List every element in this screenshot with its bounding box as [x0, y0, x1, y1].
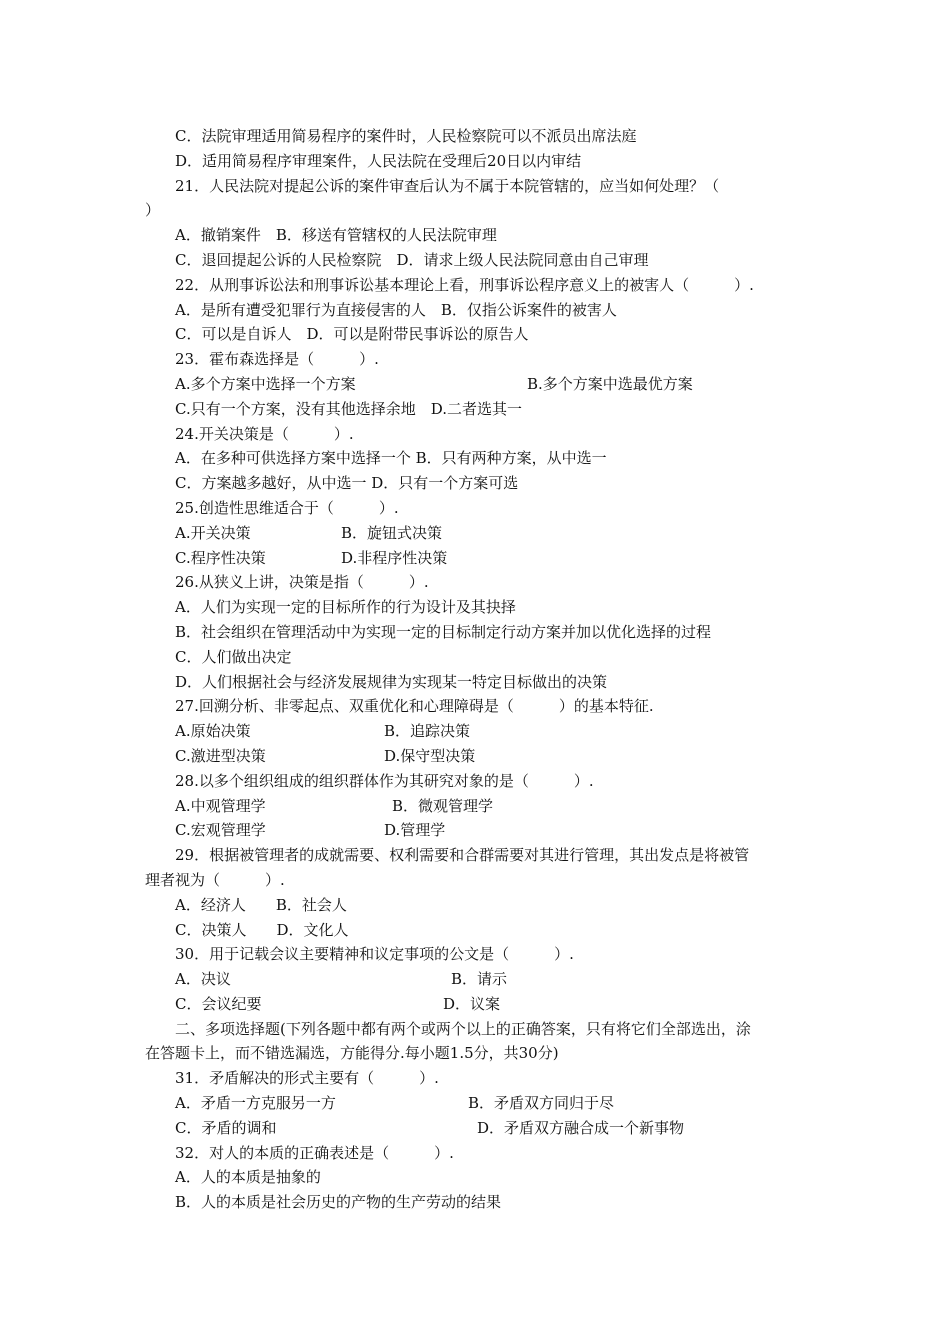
option-row	[145, 992, 820, 1017]
question-31: 31．矛盾解决的形式主要有（ ）.	[175, 1069, 439, 1088]
option-line: D．适用简易程序审理案件，人民法院在受理后20日以内审结	[175, 151, 582, 170]
option-row	[145, 372, 820, 397]
question-21: 21．人民法院对提起公诉的案件审查后认为不属于本院管辖的，应当如何处理？（	[175, 176, 720, 195]
question-21-continuation: ）	[145, 201, 161, 220]
question-30: 30．用于记载会议主要精神和议定事项的公文是（ ）.	[175, 945, 574, 964]
option-row	[145, 794, 820, 819]
option-line: C．人们做出决定	[175, 647, 292, 666]
option-row	[145, 818, 820, 843]
option-line: C．可以是自诉人 D．可以是附带民事诉讼的原告人	[175, 325, 529, 344]
option-a: A.中观管理学	[175, 796, 266, 815]
option-c: C．矛盾的调和	[175, 1118, 277, 1137]
question-25: 25.创造性思维适合于（ ）.	[175, 498, 399, 517]
option-row	[145, 967, 820, 992]
option-b: B．矛盾双方同归于尽	[468, 1094, 615, 1113]
option-line: C．决策人 D．文化人	[175, 920, 349, 939]
question-24: 24.开关决策是（ ）.	[175, 424, 354, 443]
option-line: C．方案越多越好，从中选一 D．只有一个方案可选	[175, 474, 519, 493]
option-line: B．社会组织在管理活动中为实现一定的目标制定行动方案并加以优化选择的过程	[175, 622, 712, 641]
option-line: A．人们为实现一定的目标所作的行为设计及其抉择	[175, 598, 516, 617]
option-line: A．撤销案件 B．移送有管辖权的人民法院审理	[175, 226, 497, 245]
option-b: B．请示	[451, 970, 508, 989]
option-row	[145, 546, 820, 571]
option-line: C．法院审理适用简易程序的案件时，人民检察院可以不派员出席法庭	[175, 127, 637, 145]
option-line: A．人的本质是抽象的	[175, 1168, 321, 1187]
question-22: 22．从刑事诉讼法和刑事诉讼基本理论上看，刑事诉讼程序意义上的被害人（ ）.	[175, 275, 754, 294]
section-heading-multiple-choice: 二、多项选择题(下列各题中都有两个或两个以上的正确答案，只有将它们全部选出，涂	[175, 1019, 751, 1038]
question-26: 26.从狭义上讲，决策是指（ ）.	[175, 573, 429, 592]
option-b: B．微观管理学	[392, 796, 494, 815]
option-d: D．议案	[443, 994, 501, 1013]
question-28: 28.以多个组织组成的组织群体作为其研究对象的是（ ）.	[175, 771, 594, 790]
option-b: B.多个方案中选最优方案	[527, 374, 693, 393]
question-29: 29．根据被管理者的成就需要、权利需要和合群需要对其进行管理，其出发点是将被管	[175, 846, 750, 865]
option-a: A.开关决策	[175, 523, 251, 542]
option-line: C．退回提起公诉的人民检察院 D．请求上级人民法院同意由自己审理	[175, 250, 649, 269]
question-29-continuation: 理者视为（ ）.	[145, 870, 285, 889]
option-line: C.只有一个方案，没有其他选择余地 D.二者选其一	[175, 399, 522, 418]
option-row	[145, 719, 820, 744]
option-line: D．人们根据社会与经济发展规律为实现某一特定目标做出的决策	[175, 672, 608, 691]
option-a: A．决议	[175, 970, 231, 989]
option-line: A．经济人 B．社会人	[175, 895, 347, 914]
option-c: C.宏观管理学	[175, 821, 266, 840]
option-c: C.激进型决策	[175, 746, 266, 765]
option-row	[145, 744, 820, 769]
question-23: 23．霍布森选择是（ ）.	[175, 350, 379, 369]
option-a: A.原始决策	[175, 722, 251, 741]
question-32: 32．对人的本质的正确表述是（ ）.	[175, 1143, 454, 1162]
option-a: A．矛盾一方克服另一方	[175, 1094, 336, 1113]
question-27: 27.回溯分析、非零起点、双重优化和心理障碍是（ ）的基本特征.	[175, 697, 654, 716]
exam-question-body	[145, 124, 820, 1215]
option-c: C.程序性决策	[175, 548, 266, 567]
option-line: A．是所有遭受犯罪行为直接侵害的人 B．仅指公诉案件的被害人	[175, 300, 617, 319]
option-b: B．追踪决策	[384, 722, 471, 741]
option-row	[145, 521, 820, 546]
option-d: D.保守型决策	[384, 746, 476, 765]
option-line: B．人的本质是社会历史的产物的生产劳动的结果	[175, 1193, 502, 1212]
option-a: A.多个方案中选择一个方案	[175, 374, 356, 393]
option-row	[145, 1091, 820, 1116]
section-heading-continuation: 在答题卡上，而不错选漏选，方能得分.每小题1.5分，共30分)	[145, 1044, 559, 1063]
option-d: D.非程序性决策	[341, 548, 448, 567]
option-d: D.管理学	[384, 821, 446, 840]
option-c: C．会议纪要	[175, 994, 262, 1013]
option-b: B．旋钮式决策	[341, 523, 443, 542]
option-d: D．矛盾双方融合成一个新事物	[477, 1118, 685, 1137]
option-line: A．在多种可供选择方案中选择一个 B．只有两种方案，从中选一	[175, 449, 607, 468]
option-row	[145, 1116, 820, 1141]
